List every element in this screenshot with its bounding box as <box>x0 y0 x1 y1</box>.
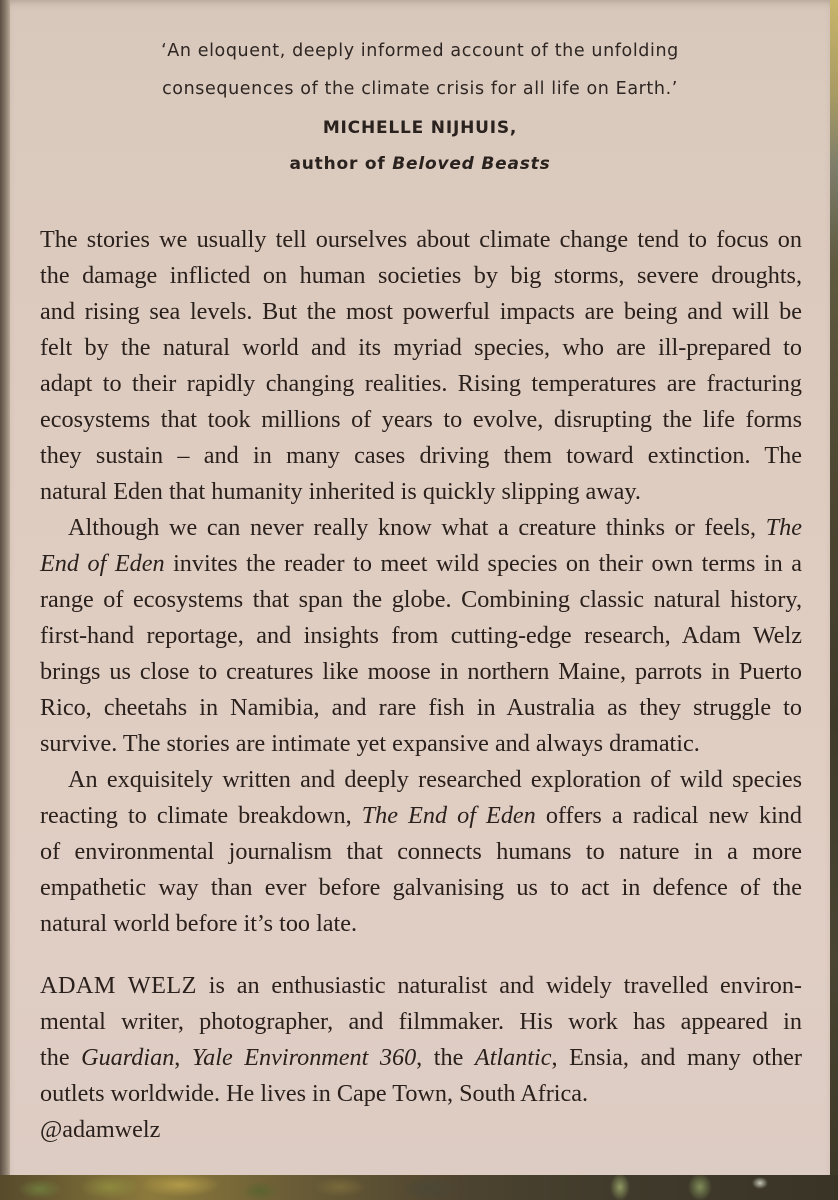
book-title-italic: The End of Eden <box>361 802 536 829</box>
blurb-line: brings us close to creatures like moose in northern Maine, parrots in Puerto <box>40 658 802 685</box>
blurb-text: invites the reader to meet wild species on their own terms in a <box>164 550 803 577</box>
blurb-line: natural Eden that humanity inherited is quickly slipping away. <box>40 478 641 505</box>
blurb-line: Rico, cheetahs in Namibia, and rare fish in Australia as they struggle to <box>40 694 802 721</box>
publication-name: Yale Environment 360 <box>191 1044 417 1071</box>
bio-text: , Ensia, and many other <box>551 1044 802 1071</box>
bio-line: mental writer, photographer, and filmmaker. His work has appeared in <box>40 1008 802 1035</box>
book-blurb <box>40 222 802 942</box>
endorser-credit-prefix: author of <box>289 154 393 174</box>
blurb-line: ecosystems that took millions of years to evolve, disrupting the life forms <box>40 406 802 433</box>
book-title-italic: End of Eden <box>40 550 165 577</box>
bio-text: , the <box>416 1044 475 1071</box>
cover-art-right-edge <box>830 0 838 1200</box>
publication-name: Atlantic <box>474 1044 552 1071</box>
bio-text: , <box>174 1044 192 1071</box>
book-left-edge <box>0 0 10 1200</box>
blurb-line: empathetic way than ever before galvanising us to act in defence of the <box>40 874 802 901</box>
quote-line: ‘An eloquent, deeply informed account of the unfolding <box>161 41 679 61</box>
endorser-credit <box>10 146 830 182</box>
blurb-text: reacting to climate breakdown, <box>40 802 362 829</box>
blurb-line: felt by the natural world and its myriad species, who are ill-prepared to <box>40 334 802 361</box>
blurb-line: adapt to their rapidly changing realities. Rising temperatures are fracturing <box>40 370 802 397</box>
bio-line <box>40 968 802 1004</box>
author-bio <box>40 968 802 1148</box>
author-social-handle: @adamwelz <box>40 1116 161 1143</box>
blurb-line <box>40 798 802 834</box>
bio-text: the <box>40 1044 82 1071</box>
bio-line: outlets worldwide. He lives in Cape Town, South Africa. <box>40 1080 589 1107</box>
back-cover-panel <box>10 0 830 1175</box>
endorser-name: MICHELLE NIJHUIS, <box>322 118 518 138</box>
blurb-line: range of ecosystems that span the globe. Combining classic natural history, <box>40 586 802 613</box>
blurb-text: offers a radical new kind <box>535 802 802 829</box>
endorsement-quote <box>10 32 830 182</box>
blurb-line: An exquisitely written and deeply researched exploration of wild species <box>68 766 802 793</box>
author-name: ADAM WELZ <box>40 972 197 999</box>
book-title-italic: The <box>765 514 802 541</box>
blurb-line: The stories we usually tell ourselves about climate change tend to focus on <box>40 226 802 253</box>
blurb-line <box>40 510 802 546</box>
publication-name: Guardian <box>81 1044 175 1071</box>
blurb-line: natural world before it’s too late. <box>40 910 358 937</box>
bio-text: is an enthusiastic naturalist and widely travelled environ- <box>196 972 802 999</box>
endorser-book-title: Beloved Beasts <box>392 154 551 174</box>
cover-art-foliage-strip <box>0 1175 838 1200</box>
blurb-line: they sustain – and in many cases driving them toward extinction. The <box>40 442 802 469</box>
quote-line: consequences of the climate crisis for all life on Earth.’ <box>162 79 678 99</box>
blurb-text: Although we can never really know what a creature thinks or feels, <box>68 514 766 541</box>
blurb-line <box>40 546 802 582</box>
blurb-line: the damage inflicted on human societies by big storms, severe droughts, <box>40 262 802 289</box>
blurb-line: first-hand reportage, and insights from cutting-edge research, Adam Welz <box>40 622 802 649</box>
blurb-line: survive. The stories are intimate yet expansive and always dramatic. <box>40 730 700 757</box>
blurb-line: and rising sea levels. But the most powerful impacts are being and will be <box>40 298 802 325</box>
blurb-line: of environmental journalism that connects humans to nature in a more <box>40 838 802 865</box>
bio-line <box>40 1040 802 1076</box>
